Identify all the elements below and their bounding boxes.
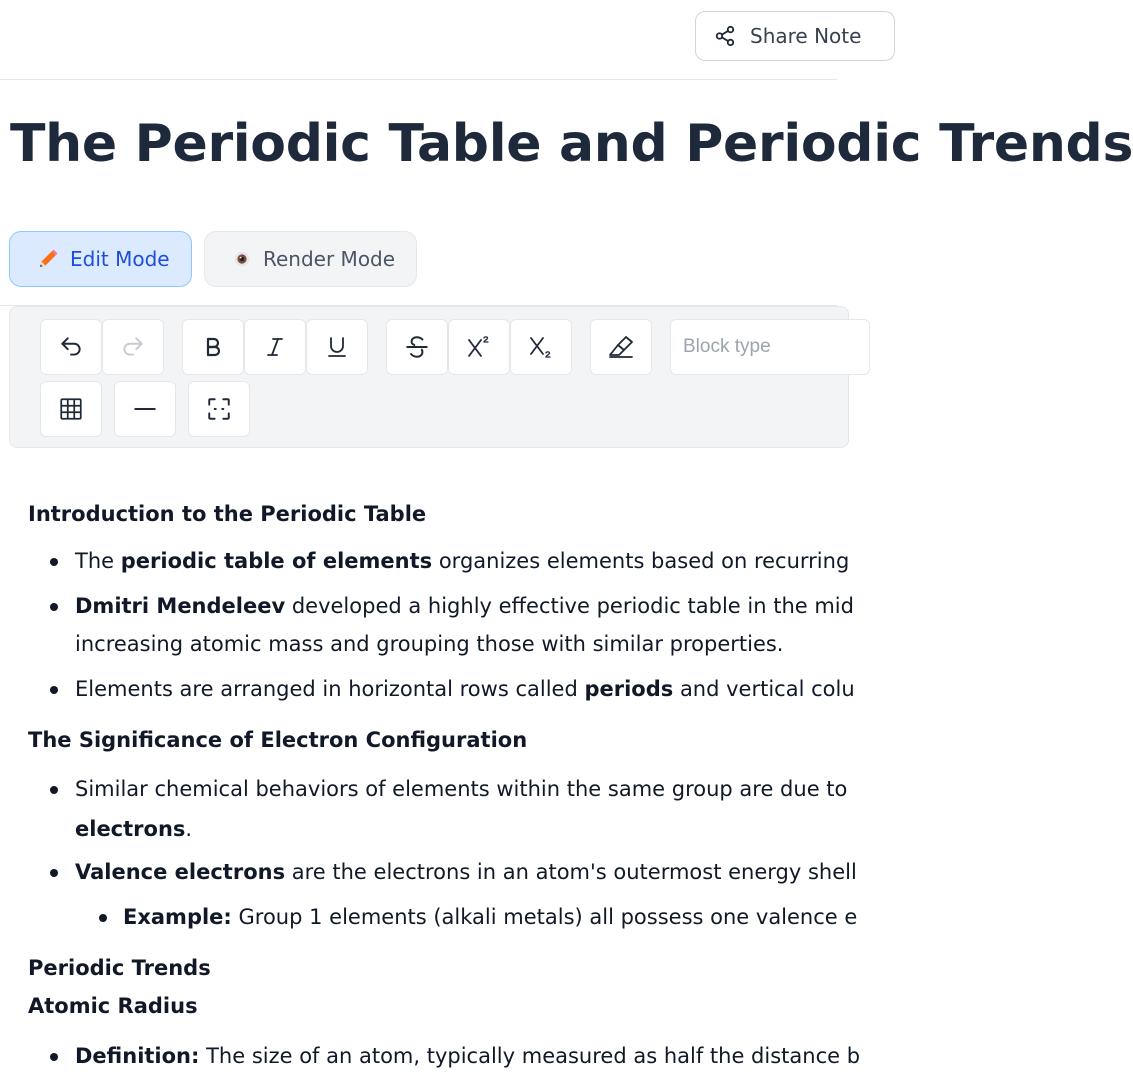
redo-button[interactable]: [102, 319, 164, 375]
italic-icon: [263, 335, 287, 359]
undo-button[interactable]: [40, 319, 102, 375]
bullet-dot: [50, 869, 58, 877]
insert-table-button[interactable]: [40, 381, 102, 437]
list-item: Valence electrons are the electrons in an atom's outermost energy shell: [75, 860, 857, 884]
list-item: Dmitri Mendeleev developed a highly effective periodic table in the mid: [75, 594, 854, 618]
heading-electron-configuration: The Significance of Electron Configuration: [28, 728, 528, 752]
bullet-dot: [50, 686, 58, 694]
render-mode-button[interactable]: [204, 231, 417, 287]
clear-formatting-button[interactable]: [590, 319, 652, 375]
bullet-dot: [50, 603, 58, 611]
page-title: The Periodic Table and Periodic Trends: [10, 114, 1133, 174]
top-bar: [0, 0, 862, 80]
bullet-dot: [99, 914, 107, 922]
superscript-icon: [465, 333, 493, 361]
heading-introduction: Introduction to the Periodic Table: [28, 502, 427, 526]
horizontal-rule-icon: [132, 396, 158, 422]
list-item: Definition: The size of an atom, typically measured as half the distance b: [75, 1044, 861, 1068]
list-item-continuation: increasing atomic mass and grouping those with similar properties.: [75, 632, 784, 656]
fullscreen-icon: [206, 396, 232, 422]
share-icon: [714, 25, 736, 47]
fullscreen-button[interactable]: [188, 381, 250, 437]
pencil-icon: [36, 247, 60, 271]
undo-icon: [58, 334, 84, 360]
list-item: Elements are arranged in horizontal rows called periods and vertical colu: [75, 677, 855, 701]
underline-icon: [325, 335, 349, 359]
underline-button[interactable]: [306, 319, 368, 375]
list-item: The periodic table of elements organizes elements based on recurring: [75, 549, 850, 573]
nested-list-item: Example: Group 1 elements (alkali metals) all possess one valence e: [123, 905, 858, 929]
bullet-dot: [50, 558, 58, 566]
editor-toolbar: [9, 306, 849, 448]
redo-icon: [120, 334, 146, 360]
share-note-label: Share Note: [750, 24, 862, 48]
strikethrough-button[interactable]: [386, 319, 448, 375]
list-item: Similar chemical behaviors of elements within the same group are due to: [75, 777, 848, 801]
table-icon: [58, 396, 84, 422]
heading-atomic-radius: Atomic Radius: [28, 994, 198, 1018]
edit-mode-button[interactable]: [9, 231, 192, 287]
eraser-icon: [606, 333, 636, 361]
share-note-button[interactable]: [695, 11, 895, 61]
heading-periodic-trends: Periodic Trends: [28, 956, 211, 980]
eye-icon: [231, 248, 253, 270]
strikethrough-icon: [404, 334, 430, 360]
list-item-continuation: electrons.: [75, 817, 193, 841]
block-type-select[interactable]: [670, 319, 870, 375]
edit-mode-label: Edit Mode: [70, 247, 170, 271]
italic-button[interactable]: [244, 319, 306, 375]
render-mode-label: Render Mode: [263, 247, 396, 271]
bullet-dot: [50, 786, 58, 794]
superscript-button[interactable]: [448, 319, 510, 375]
bold-icon: [201, 335, 225, 359]
bullet-dot: [50, 1053, 58, 1061]
subscript-button[interactable]: [510, 319, 572, 375]
block-type-placeholder: Block type: [683, 336, 771, 357]
horizontal-rule-button[interactable]: [114, 381, 176, 437]
bold-button[interactable]: [182, 319, 244, 375]
subscript-icon: [527, 333, 555, 361]
